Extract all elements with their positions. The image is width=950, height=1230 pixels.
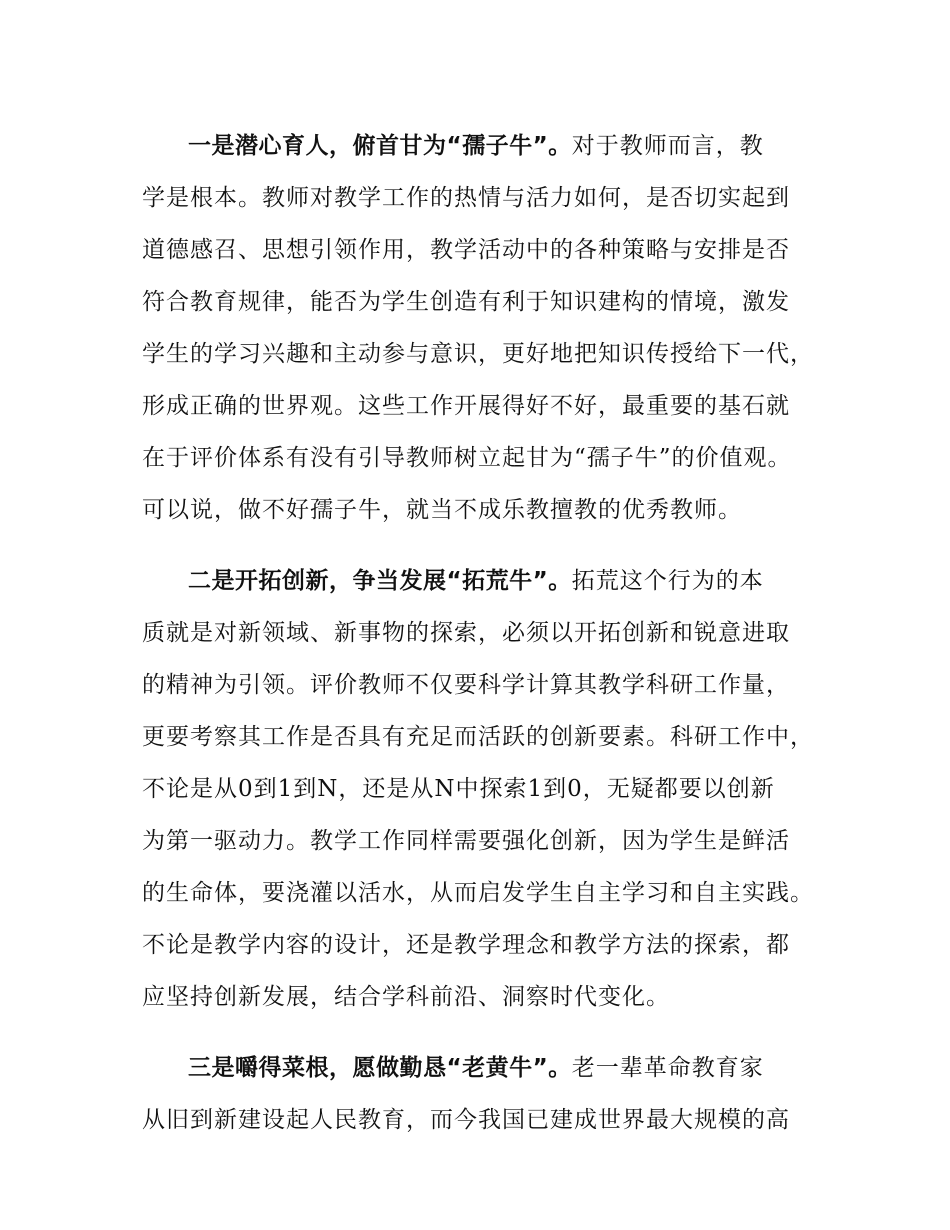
paragraph-heading: 三是嚼得菜根，愿做勤恳“老黄牛”。	[188, 1055, 572, 1081]
paragraph-heading: 二是开拓创新，争当发展“拓荒牛”。	[188, 568, 572, 594]
paragraph-text: 拓荒这个行为的本	[571, 568, 764, 594]
paragraph-line: 可以说，做不好孺子牛，就当不成乐教擅教的优秀教师。	[142, 497, 742, 523]
paragraph-line: 为第一驱动力。教学工作同样需要强化创新，因为学生是鲜活	[142, 828, 790, 854]
paragraph-text: 对于教师而言，教	[571, 133, 764, 159]
paragraph-line: 不论是教学内容的设计，还是教学理念和教学方法的探索，都	[142, 932, 790, 958]
paragraph-line: 的生命体，要浇灌以活水，从而启发学生自主学习和自主实践。	[142, 880, 814, 906]
paragraph-line: 更要考察其工作是否具有充足而活跃的创新要素。科研工作中，	[142, 724, 814, 750]
paragraph-line: 质就是对新领域、新事物的探索，必须以开拓创新和锐意进取	[142, 620, 790, 646]
paragraph-line: 不论是从0到1到N，还是从N中探索1到0，无疑都要以创新	[142, 776, 775, 802]
paragraph-first-line	[142, 1042, 832, 1094]
paragraph-first-line	[142, 555, 832, 607]
paragraph-line: 的精神为引领。评价教师不仅要科学计算其教学科研工作量，	[142, 672, 790, 698]
paragraph-tuohuang-niu	[142, 555, 832, 1023]
paragraph-text: 老一辈革命教育家	[571, 1055, 764, 1081]
paragraph-line: 形成正确的世界观。这些工作开展得好不好，最重要的基石就	[142, 393, 790, 419]
paragraph-line: 从旧到新建设起人民教育，而今我国已建成世界最大规模的高	[142, 1107, 790, 1133]
paragraph-line: 在于评价体系有没有引导教师树立起甘为“孺子牛”的价值观。	[142, 445, 792, 471]
paragraph-line: 符合教育规律，能否为学生创造有利于知识建构的情境，激发	[142, 289, 790, 315]
paragraph-ruzi-niu	[142, 120, 832, 536]
paragraph-first-line	[142, 120, 832, 172]
paragraph-line: 道德感召、思想引领作用，教学活动中的各种策略与安排是否	[142, 237, 790, 263]
document-body	[142, 120, 832, 1165]
paragraph-line: 学生的学习兴趣和主动参与意识，更好地把知识传授给下一代，	[142, 341, 814, 367]
paragraph-laohuang-niu	[142, 1042, 832, 1146]
paragraph-heading: 一是潜心育人，俯首甘为“孺子牛”。	[188, 133, 572, 159]
paragraph-line: 应坚持创新发展，结合学科前沿、洞察时代变化。	[142, 984, 670, 1010]
paragraph-line: 学是根本。教师对教学工作的热情与活力如何，是否切实起到	[142, 185, 790, 211]
